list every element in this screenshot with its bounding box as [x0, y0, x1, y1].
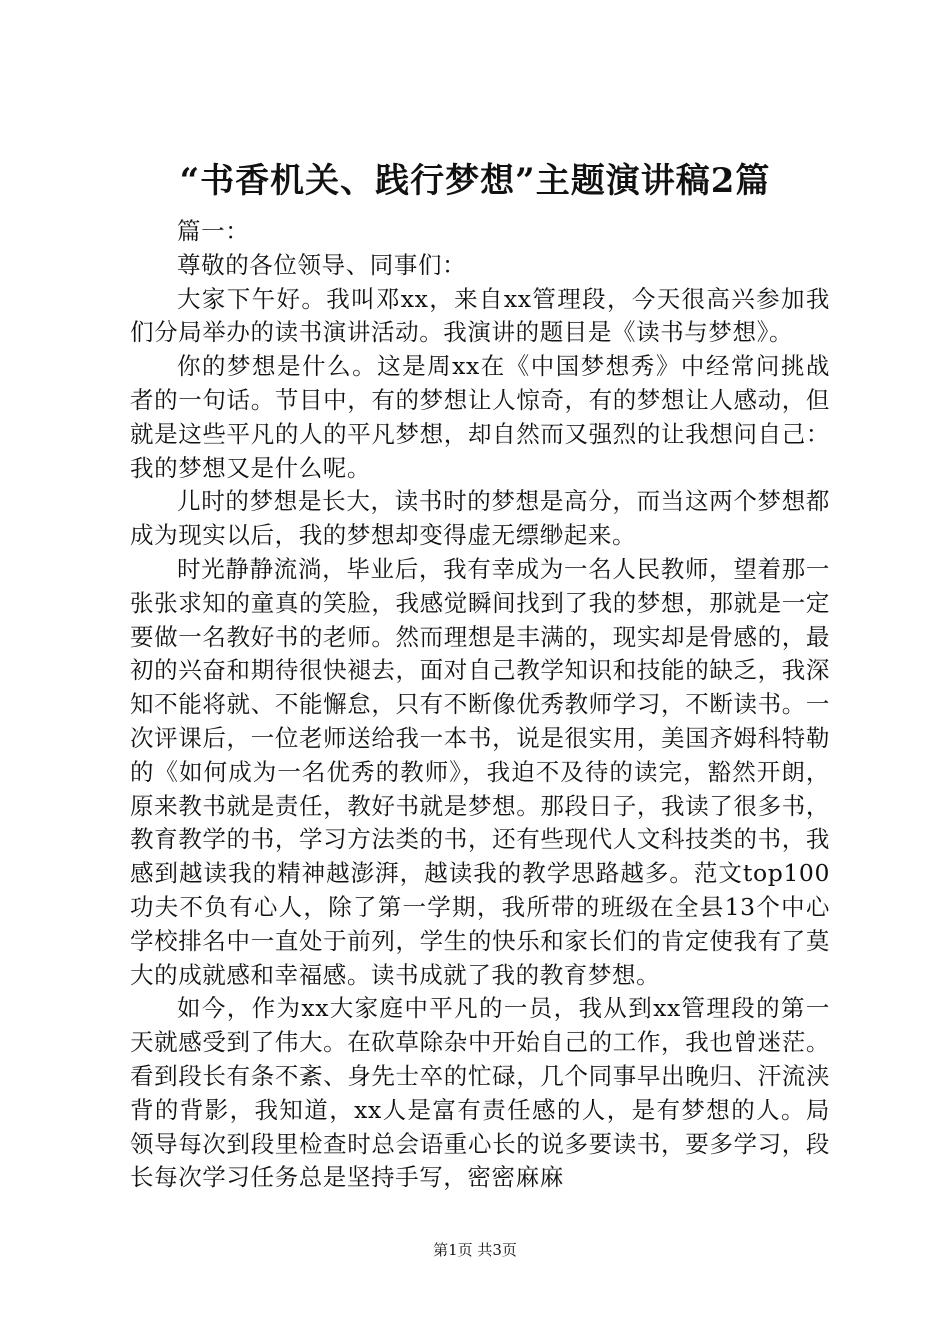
salutation: 尊敬的各位领导、同事们：	[177, 250, 467, 279]
document-body	[130, 215, 830, 1195]
body-paragraph: 你的梦想是什么。这是周xx在《中国梦想秀》中经常问挑战者的一句话。节目中，有的梦想让人惊奇，有的梦想让人感动，但就是这些平凡的人的平凡梦想，却自然而又强烈的让我想问自己：我的梦想又是什么呢。	[130, 352, 830, 482]
body-paragraph: 儿时的梦想是长大，读书时的梦想是高分，而当这两个梦想都成为现实以后，我的梦想却变得虚无缥缈起来。	[130, 487, 830, 550]
body-paragraph: 如今，作为xx大家庭中平凡的一员，我从到xx管理段的第一天就感受到了伟大。在砍草除杂中开始自己的工作，我也曾迷茫。看到段长有条不紊、身先士卒的忙碌，几个同事早出晚归、汗流浃背的背影，我知道，xx人是富有责任感的人，是有梦想的人。局领导每次到段里检查时总会语重心长的说多要读书，要多学习，段长每次学习任务总是坚持手写，密密麻麻	[130, 994, 830, 1192]
page-footer: 第1页 共3页	[433, 1241, 517, 1259]
body-paragraph: 大家下午好。我叫邓xx，来自xx管理段，今天很高兴参加我们分局举办的读书演讲活动。我演讲的题目是《读书与梦想》。	[130, 284, 830, 347]
document-title: “书香机关、践行梦想”主题演讲稿2篇	[179, 161, 771, 201]
body-paragraph: 时光静静流淌，毕业后，我有幸成为一名人民教师，望着那一张张求知的童真的笑脸，我感觉瞬间找到了我的梦想，那就是一定要做一名教好书的老师。然而理想是丰满的，现实却是骨感的，最初的兴奋和期待很快褪去，面对自己教学知识和技能的缺乏，我深知不能将就、不能懈怠，只有不断像优秀教师学习，不断读书。一次评课后，一位老师送给我一本书，说是很实用，美国齐姆科特勒的《如何成为一名优秀的教师》，我迫不及待的读完，豁然开朗，原来教书就是责任，教好书就是梦想。那段日子，我读了很多书，教育教学的书，学习方法类的书，还有些现代人文科技类的书，我感到越读我的精神越澎湃，越读我的教学思路越多。范文top100功夫不负有心人，除了第一学期，我所带的班级在全县13个中心学校排名中一直处于前列，学生的快乐和家长们的肯定使我有了莫大的成就感和幸福感。读书成就了我的教育梦想。	[130, 554, 830, 989]
section-heading: 篇一：	[177, 217, 250, 245]
